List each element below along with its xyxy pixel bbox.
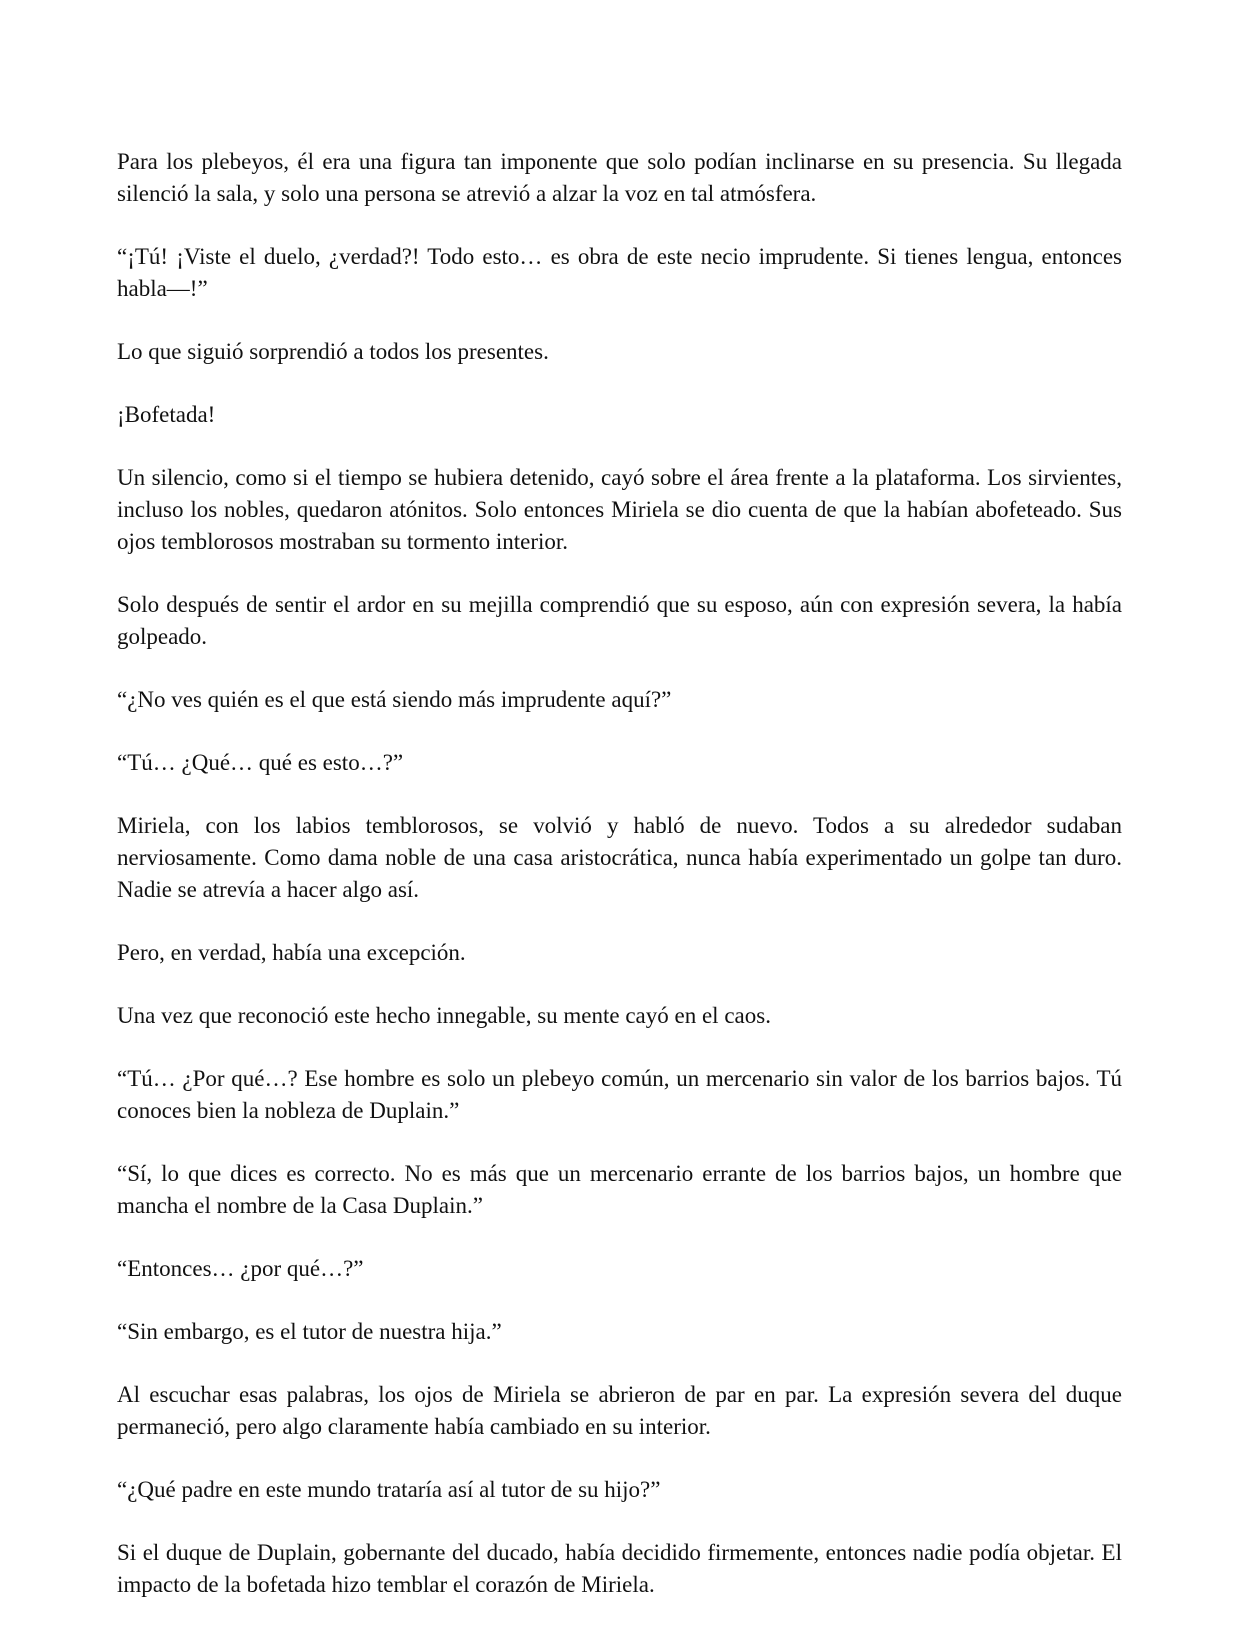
paragraph-7: “¿No ves quién es el que está siendo más imprudente aquí?” xyxy=(117,687,672,712)
paragraph-2: “¡Tú! ¡Viste el duelo, ¿verdad?! Todo esto… es obra de este necio imprudente. Si tienes lengua, entonces habla—!” xyxy=(117,244,1122,301)
paragraph-12: “Tú… ¿Por qué…? Ese hombre es solo un plebeyo común, un mercenario sin valor de los barrios bajos. Tú conoces bien la nobleza de Duplain.” xyxy=(117,1066,1122,1123)
paragraph-18: Si el duque de Duplain, gobernante del ducado, había decidido firmemente, entonces nadie podía objetar. El impacto de la bofetada hizo temblar el corazón de Miriela. xyxy=(117,1540,1122,1597)
paragraph-11: Una vez que reconoció este hecho innegable, su mente cayó en el caos. xyxy=(117,1003,771,1028)
paragraph-5: Un silencio, como si el tiempo se hubiera detenido, cayó sobre el área frente a la plataforma. Los sirvientes, incluso los nobles, quedaron atónitos. Solo entonces Miriela se dio cuenta de que la habían abofeteado. Sus ojos temblorosos mostraban su tormento interior. xyxy=(117,465,1122,554)
paragraph-17: “¿Qué padre en este mundo trataría así al tutor de su hijo?” xyxy=(117,1477,661,1502)
paragraph-9: Miriela, con los labios temblorosos, se volvió y habló de nuevo. Todos a su alrededor sudaban nerviosamente. Como dama noble de una casa aristocrática, nunca había experimentado un golpe tan duro. Nadie se atrevía a hacer algo así. xyxy=(117,813,1122,902)
paragraph-3: Lo que siguió sorprendió a todos los presentes. xyxy=(117,339,549,364)
paragraph-15: “Sin embargo, es el tutor de nuestra hija.” xyxy=(117,1319,502,1344)
paragraph-6: Solo después de sentir el ardor en su mejilla comprendió que su esposo, aún con expresión severa, la había golpeado. xyxy=(117,592,1122,649)
paragraph-4: ¡Bofetada! xyxy=(117,402,216,427)
paragraph-16: Al escuchar esas palabras, los ojos de Miriela se abrieron de par en par. La expresión severa del duque permaneció, pero algo claramente había cambiado en su interior. xyxy=(117,1382,1122,1439)
paragraph-10: Pero, en verdad, había una excepción. xyxy=(117,940,466,965)
paragraph-14: “Entonces… ¿por qué…?” xyxy=(117,1256,364,1281)
paragraph-1: Para los plebeyos, él era una figura tan imponente que solo podían inclinarse en su presencia. Su llegada silenció la sala, y solo una persona se atrevió a alzar la voz en tal atmósfera. xyxy=(117,149,1122,206)
paragraph-8: “Tú… ¿Qué… qué es esto…?” xyxy=(117,750,404,775)
paragraph-13: “Sí, lo que dices es correcto. No es más que un mercenario errante de los barrios bajos, un hombre que mancha el nombre de la Casa Duplain.” xyxy=(117,1161,1122,1218)
document-page xyxy=(117,146,1122,1632)
